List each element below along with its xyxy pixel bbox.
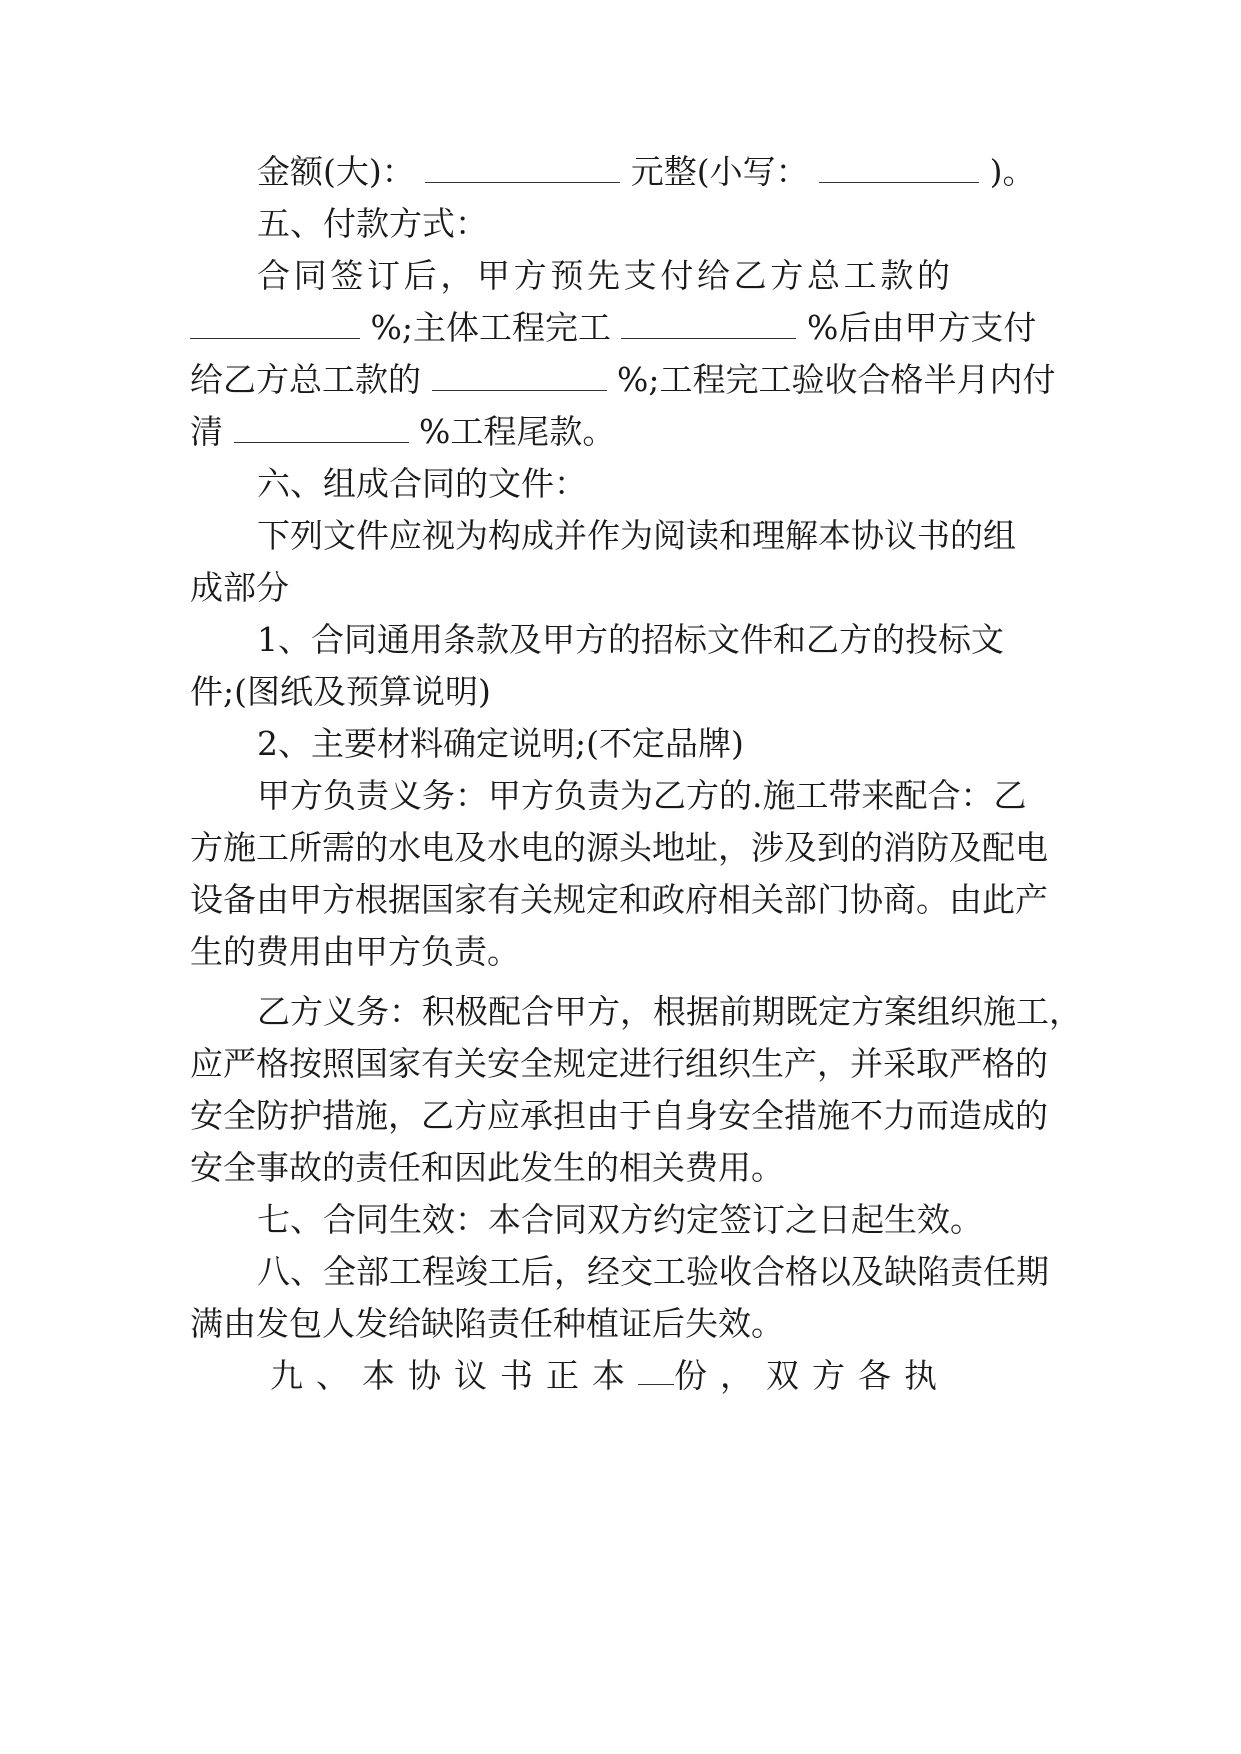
paragraph-line: 满由发包人发给缺陷责任种植证后失效。 <box>190 1304 784 1343</box>
payment-line-4 <box>190 410 1050 454</box>
paragraph-line: 甲方负责义务：甲方负责为乙方的.施工带来配合：乙 <box>257 776 1027 815</box>
paragraph-line: 设备由甲方根据国家有关规定和政府相关部门协商。由此产 <box>190 880 1048 919</box>
paragraph-line: 成部分 <box>190 568 289 607</box>
payment-text-2a: %;主体工程完工 <box>370 308 611 347</box>
payment-text-3b: %;工程完工验收合格半月内付 <box>617 360 1056 399</box>
payment-blank-1 <box>190 308 360 339</box>
paragraph-line: 1、合同通用条款及甲方的招标文件和乙方的投标文 <box>257 620 1004 659</box>
amount-figure-label: 元整(小写： <box>630 152 809 191</box>
paragraph-line: 乙方义务：积极配合甲方，根据前期既定方案组织施工， <box>257 992 1082 1031</box>
paragraph-line: 件;(图纸及预算说明) <box>190 672 491 711</box>
section-6-heading: 六、组成合同的文件： <box>257 464 587 503</box>
section-7-line: 七、合同生效：本合同双方约定签订之日起生效。 <box>257 1200 983 1239</box>
amount-words-blank <box>425 152 620 183</box>
payment-text-3a: 给乙方总工款的 <box>190 360 421 399</box>
paragraph-line: 方施工所需的水电及水电的源头地址，涉及到的消防及配电 <box>190 828 1048 867</box>
amount-figure-blank <box>819 152 979 183</box>
payment-text-4b: %工程尾款。 <box>419 412 616 451</box>
payment-text-4a: 清 <box>190 412 223 451</box>
paragraph-line: 应严格按照国家有关安全规定进行组织生产，并采取严格的 <box>190 1044 1048 1083</box>
payment-blank-3 <box>432 360 607 391</box>
section-8-line: 八、全部工程竣工后，经交工验收合格以及缺陷责任期 <box>257 1252 1049 1291</box>
section-5-heading: 五、付款方式： <box>257 204 488 243</box>
amount-close: )。 <box>989 152 1036 191</box>
paragraph-line: 安全事故的责任和因此发生的相关费用。 <box>190 1148 784 1187</box>
section-9-text-a: 九、本协议书正本 <box>270 1356 638 1395</box>
amount-line <box>257 150 1117 194</box>
payment-line-2 <box>190 306 1050 350</box>
payment-line-3 <box>190 358 1056 402</box>
paragraph-line: 2、主要材料确定说明;(不定品牌) <box>257 724 744 763</box>
payment-line-1: 合同签订后，甲方预先支付给乙方总工款的 <box>257 256 950 295</box>
payment-text-2b: %后由甲方支付 <box>806 308 1037 347</box>
paragraph-line: 下列文件应视为构成并作为阅读和理解本协议书的组 <box>257 516 1016 555</box>
payment-blank-2 <box>621 308 796 339</box>
copies-blank <box>638 1354 674 1385</box>
amount-words-label: 金额(大)： <box>257 152 415 191</box>
payment-blank-4 <box>234 412 409 443</box>
section-9-line <box>270 1354 950 1398</box>
paragraph-line: 安全防护措施，乙方应承担由于自身安全措施不力而造成的 <box>190 1096 1048 1135</box>
paragraph-line: 生的费用由甲方负责。 <box>190 932 520 971</box>
section-9-text-b: 份，双方各执 <box>674 1356 950 1395</box>
